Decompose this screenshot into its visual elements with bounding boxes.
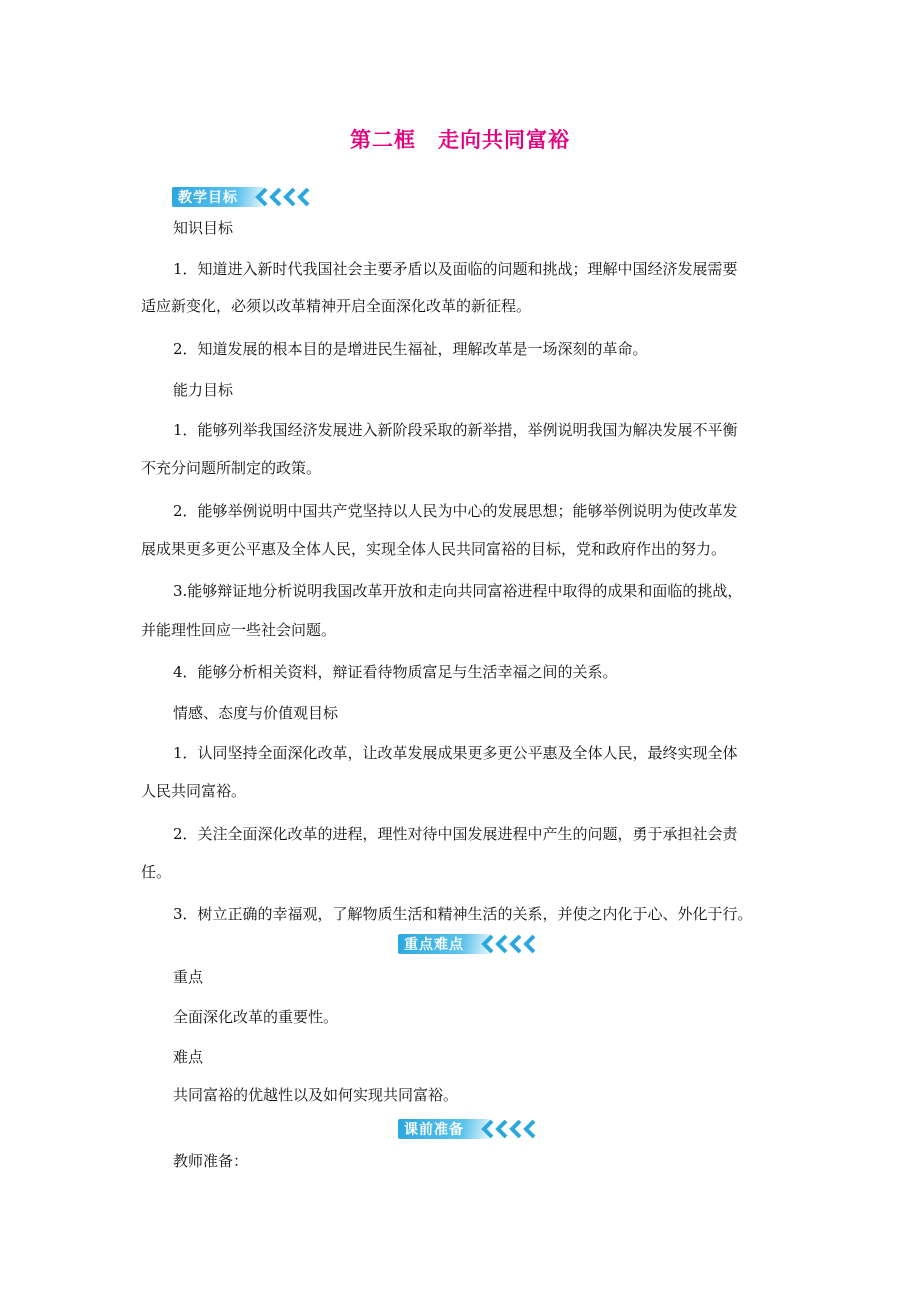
- section-banner-prep: [398, 1118, 542, 1140]
- section-label-goals: 教学目标: [172, 187, 264, 207]
- ability-item-3-line-1: 3.能够辩证地分析说明我国改革开放和走向共同富裕进程中取得的成果和面临的挑战，: [173, 582, 743, 600]
- emotion-item-2-line-1: 2．关注全面深化改革的进程，理性对待中国发展进程中产生的问题，勇于承担社会责: [173, 825, 738, 843]
- knowledge-item-1-line-1: 1．知道进入新时代我国社会主要矛盾以及面临的问题和挑战；理解中国经济发展需要: [173, 260, 738, 278]
- heading-key: 重点: [173, 968, 204, 986]
- ability-item-4: 4．能够分析相关资料，辩证看待物质富足与生活幸福之间的关系。: [173, 663, 618, 681]
- heading-knowledge: 知识目标: [173, 219, 234, 237]
- heading-ability: 能力目标: [173, 381, 234, 399]
- teacher-prep: 教师准备：: [173, 1152, 249, 1170]
- heading-difficulty: 难点: [173, 1048, 204, 1066]
- difficulty-text: 共同富裕的优越性以及如何实现共同富裕。: [173, 1086, 459, 1104]
- section-label-key: 重点难点: [398, 934, 490, 954]
- emotion-item-3: 3．树立正确的幸福观，了解物质生活和精神生活的关系，并使之内化于心、外化于行。: [173, 905, 753, 923]
- ability-item-3-line-2: 并能理性回应一些社会问题。: [141, 621, 337, 639]
- ability-item-1-line-2: 不充分问题所制定的政策。: [141, 459, 322, 477]
- ability-item-2-line-2: 展成果更多更公平惠及全体人民，实现全体人民共同富裕的目标，党和政府作出的努力。: [141, 540, 727, 558]
- chevrons-icon: [478, 933, 542, 955]
- knowledge-item-1-line-2: 适应新变化，必须以改革精神开启全面深化改革的新征程。: [141, 297, 532, 315]
- knowledge-item-2: 2．知道发展的根本目的是增进民生福祉，理解改革是一场深刻的革命。: [173, 340, 648, 358]
- emotion-item-1-line-2: 人民共同富裕。: [141, 782, 247, 800]
- emotion-item-1-line-1: 1．认同坚持全面深化改革，让改革发展成果更多更公平惠及全体人民，最终实现全体: [173, 744, 738, 762]
- emotion-item-2-line-2: 任。: [141, 863, 172, 881]
- section-banner-goals: [172, 186, 316, 208]
- chevrons-icon: [252, 186, 316, 208]
- page-title: 第二框 走向共同富裕: [350, 128, 570, 152]
- section-banner-key: [398, 933, 542, 955]
- key-text: 全面深化改革的重要性。: [173, 1008, 339, 1026]
- chevrons-icon: [478, 1118, 542, 1140]
- section-label-prep: 课前准备: [398, 1119, 490, 1139]
- ability-item-2-line-1: 2．能够举例说明中国共产党坚持以人民为中心的发展思想；能够举例说明为使改革发: [173, 502, 738, 520]
- heading-emotion: 情感、态度与价值观目标: [173, 704, 339, 722]
- ability-item-1-line-1: 1．能够列举我国经济发展进入新阶段采取的新举措，举例说明我国为解决发展不平衡: [173, 421, 738, 439]
